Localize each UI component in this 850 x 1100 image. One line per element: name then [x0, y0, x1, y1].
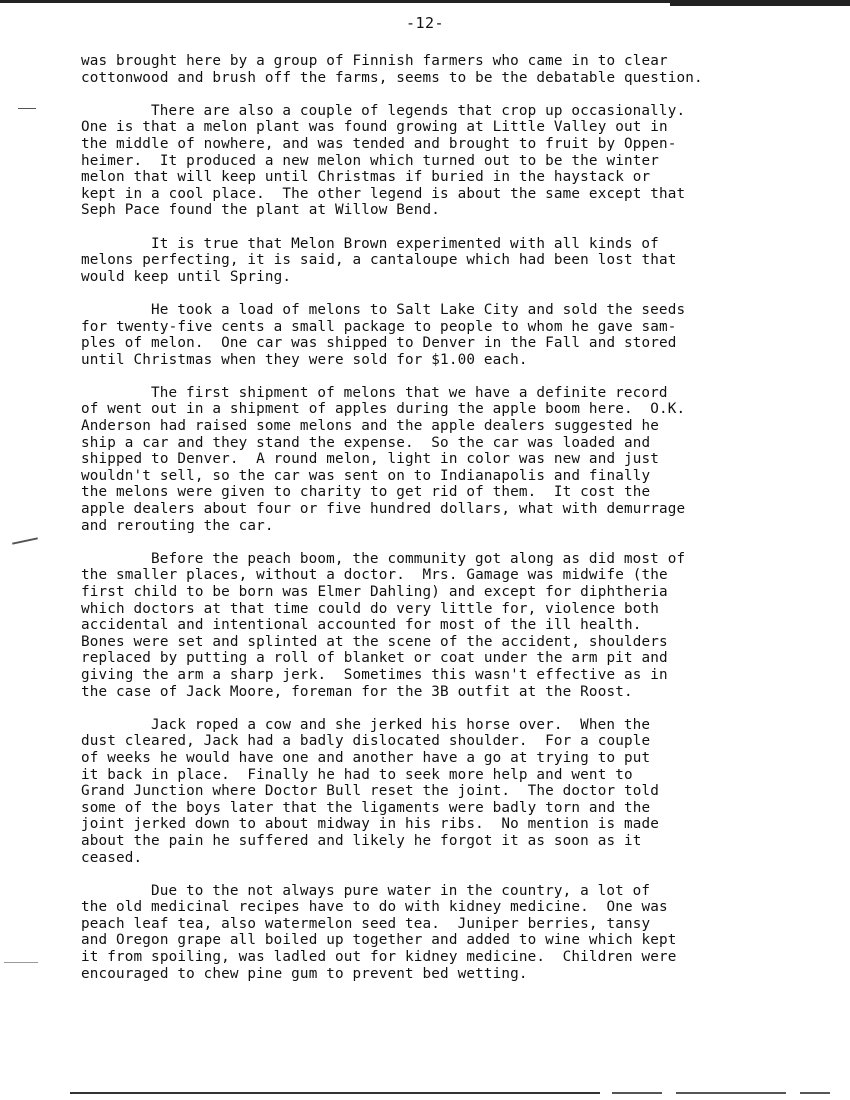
text-line: Seph Pace found the plant at Willow Bend. — [81, 202, 441, 219]
text-line: Before the peach boom, the community got along as did most of — [151, 550, 686, 567]
text-line: for twenty-five cents a small package to people to whom he gave sam- — [81, 318, 677, 335]
text-line: encouraged to chew pine gum to prevent bed wetting. — [81, 965, 528, 982]
text-line: melon that will keep until Christmas if buried in the haystack or — [81, 169, 651, 186]
text-line: until Christmas when they were sold for $1.00 each. — [81, 351, 528, 368]
text-line: and Oregon grape all boiled up together and added to wine which kept — [81, 932, 677, 949]
paragraph — [81, 302, 821, 368]
text-line: the case of Jack Moore, foreman for the 3B outfit at the Roost. — [81, 683, 633, 700]
text-line: shipped to Denver. A round melon, light in color was new and just — [81, 451, 659, 468]
text-line: heimer. It produced a new melon which turned out to be the winter — [81, 152, 659, 169]
text-line: wouldn't sell, so the car was sent on to Indianapolis and finally — [81, 467, 651, 484]
text-line: the old medicinal recipes have to do with kidney medicine. One was — [81, 899, 668, 916]
paragraph — [81, 551, 821, 700]
text-line: Anderson had raised some melons and the apple dealers suggested he — [81, 418, 659, 435]
text-line: of weeks he would have one and another have a go at trying to put — [81, 749, 651, 766]
text-line: melons perfecting, it is said, a cantaloupe which had been lost that — [81, 252, 677, 269]
paragraph — [81, 883, 821, 983]
text-line: the smaller places, without a doctor. Mrs. Gamage was midwife (the — [81, 567, 668, 584]
text-line: some of the boys later that the ligaments were badly torn and the — [81, 799, 651, 816]
top-edge-rule-thick — [670, 0, 850, 6]
text-line: of went out in a shipment of apples during the apple boom here. O.K. — [81, 401, 686, 418]
text-line: would keep until Spring. — [81, 268, 292, 285]
text-line: kept in a cool place. The other legend is about the same except that — [81, 185, 686, 202]
text-line: ceased. — [81, 849, 143, 866]
text-line: The first shipment of melons that we have a definite record — [151, 384, 668, 401]
bottom-edge-dash — [676, 1092, 786, 1094]
text-line: was brought here by a group of Finnish farmers who came in to clear — [81, 53, 668, 69]
text-line: peach leaf tea, also watermelon seed tea. Juniper berries, tansy — [81, 915, 651, 932]
text-line: the middle of nowhere, and was tended and brought to fruit by Oppen- — [81, 135, 677, 152]
text-line: Grand Junction where Doctor Bull reset the joint. The doctor told — [81, 783, 659, 800]
text-line: joint jerked down to about midway in his ribs. No mention is made — [81, 816, 659, 833]
text-line: apple dealers about four or five hundred dollars, what with demurrage — [81, 501, 686, 518]
text-line: ship a car and they stand the expense. So the car was loaded and — [81, 434, 651, 451]
paragraph — [81, 53, 821, 86]
text-line: it from spoiling, was ladled out for kidney medicine. Children were — [81, 949, 677, 966]
text-line: it back in place. Finally he had to seek more help and went to — [81, 766, 633, 783]
text-line: accidental and intentional accounted for most of the ill health. — [81, 617, 642, 634]
bottom-edge-dash — [800, 1092, 830, 1094]
text-line: There are also a couple of legends that crop up occasionally. — [151, 102, 686, 119]
text-line: dust cleared, Jack had a badly dislocated shoulder. For a couple — [81, 733, 651, 750]
text-line: cottonwood and brush off the farms, seems to be the debatable question. — [81, 69, 703, 86]
paragraph — [81, 717, 821, 866]
text-line: which doctors at that time could do very little for, violence both — [81, 600, 659, 617]
document-body — [81, 53, 821, 999]
margin-scan-mark — [12, 537, 38, 544]
text-line: Jack roped a cow and she jerked his horse over. When the — [151, 716, 651, 733]
text-line: It is true that Melon Brown experimented with all kinds of — [151, 235, 659, 252]
text-line: He took a load of melons to Salt Lake City and sold the seeds — [151, 301, 686, 318]
text-line: replaced by putting a roll of blanket or coat under the arm pit and — [81, 650, 668, 667]
text-line: the melons were given to charity to get rid of them. It cost the — [81, 484, 651, 501]
text-line: and rerouting the car. — [81, 517, 274, 534]
text-line: Due to the not always pure water in the country, a lot of — [151, 882, 651, 899]
margin-scan-mark — [4, 962, 38, 963]
text-line: giving the arm a sharp jerk. Sometimes this wasn't effective as in — [81, 666, 668, 683]
paragraph — [81, 103, 821, 219]
text-line: One is that a melon plant was found growing at Little Valley out in — [81, 119, 668, 136]
text-line: ples of melon. One car was shipped to Denver in the Fall and stored — [81, 335, 677, 352]
text-line: Bones were set and splinted at the scene of the accident, shoulders — [81, 633, 668, 650]
margin-scan-mark — [18, 108, 36, 109]
bottom-edge-dash — [612, 1092, 662, 1094]
page-number: -12- — [405, 14, 445, 32]
paragraph — [81, 385, 821, 534]
bottom-edge-rule — [70, 1092, 600, 1094]
text-line: about the pain he suffered and likely he forgot it as soon as it — [81, 832, 642, 849]
paragraph — [81, 236, 821, 286]
text-line: first child to be born was Elmer Dahling) and except for diphtheria — [81, 584, 668, 600]
